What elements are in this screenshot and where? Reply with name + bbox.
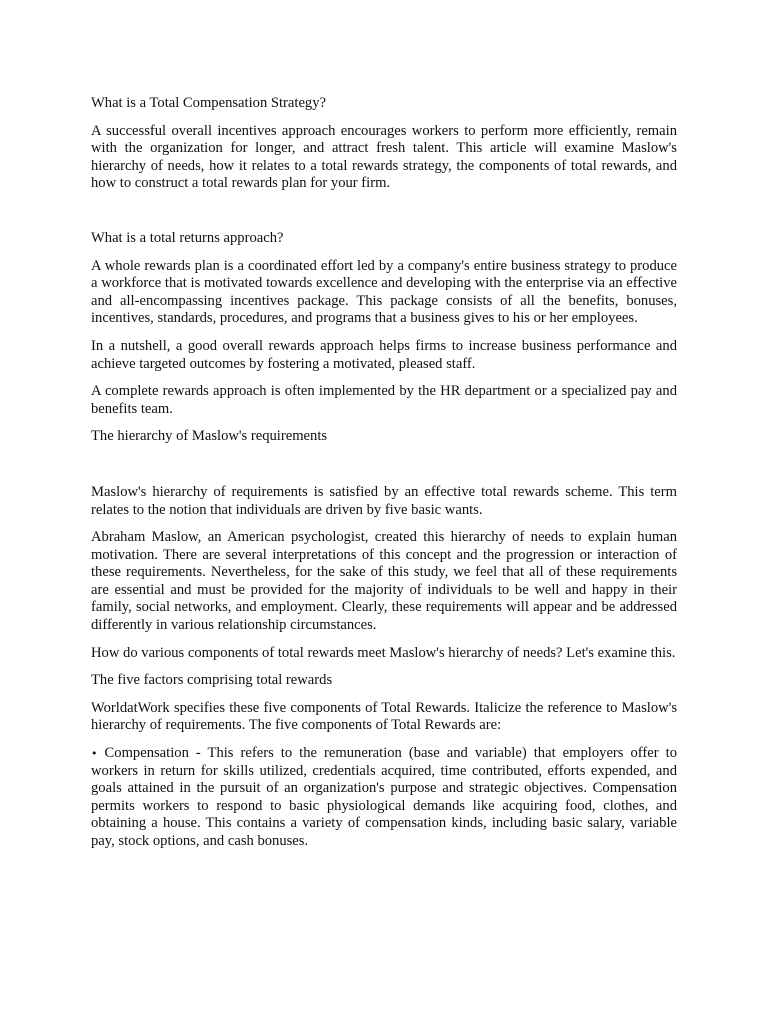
paragraph-intro: A successful overall incentives approach encourages workers to perform more efficiently, remain with the organization for longer, and attract fresh talent. This article will examine Maslow's hierarchy of needs, how it relates to a total rewards strategy, the components of total rewards, and how to construct a total rewards plan for your firm. [91, 122, 677, 192]
paragraph-maslow-satisfied: Maslow's hierarchy of requirements is satisfied by an effective total rewards scheme. This term relates to the notion that individuals are driven by five basic wants. [91, 483, 677, 518]
heading-total-returns-approach: What is a total returns approach? [91, 229, 284, 246]
paragraph-abraham-maslow: Abraham Maslow, an American psychologist, created this hierarchy of needs to explain human motivation. There are several interpretations of this concept and the progression or interaction of these requirements. Nevertheless, for the sake of this study, we feel that all of these requirements are essential and must be provided for the majority of individuals to be well and happy in their family, social networks, and employment. Clearly, these requirements will appear and be addressed differently in various relationship circumstances. [91, 529, 677, 634]
heading-maslow-hierarchy: The hierarchy of Maslow's requirements [91, 428, 328, 445]
bullet-compensation-text: Compensation - This refers to the remuneration (base and variable) that employers offer to workers in return for skills utilized, credentials acquired, time contributed, efforts expended, and goals attained in the pursuit of an organization's purpose and strategic objectives. Compensation permits workers to respond to basic physiological demands like acquiring food, clothes, and obtaining a house. This contains a variety of compensation kinds, including basic salary, variable pay, stock options, and cash bonuses. [91, 745, 677, 849]
paragraph-whole-rewards-plan: A whole rewards plan is a coordinated effort led by a company's entire business strategy to produce a workforce that is motivated towards excellence and developing with the enterprise via an effective and all-encompassing incentives package. This package consists of all the benefits, bonuses, incentives, standards, procedures, and programs that a business gives to his or her employees. [91, 257, 677, 327]
heading-total-compensation-strategy: What is a Total Compensation Strategy? [91, 95, 326, 111]
paragraph-components-question: How do various components of total rewards meet Maslow's hierarchy of needs? Let's examine this. [91, 644, 676, 661]
bullet-icon: • [91, 747, 98, 761]
paragraph-nutshell: In a nutshell, a good overall rewards approach helps firms to increase business performance and achieve targeted outcomes by fostering a motivated, pleased staff. [91, 337, 677, 372]
bullet-compensation [91, 745, 677, 851]
paragraph-worldatwork: WorldatWork specifies these five components of Total Rewards. Italicize the reference to Maslow's hierarchy of requirements. The five components of Total Rewards are: [91, 699, 677, 734]
heading-five-factors: The five factors comprising total rewards [91, 672, 333, 689]
paragraph-hr-department: A complete rewards approach is often implemented by the HR department or a specialized pay and benefits team. [91, 383, 677, 417]
document-page [91, 86, 677, 851]
